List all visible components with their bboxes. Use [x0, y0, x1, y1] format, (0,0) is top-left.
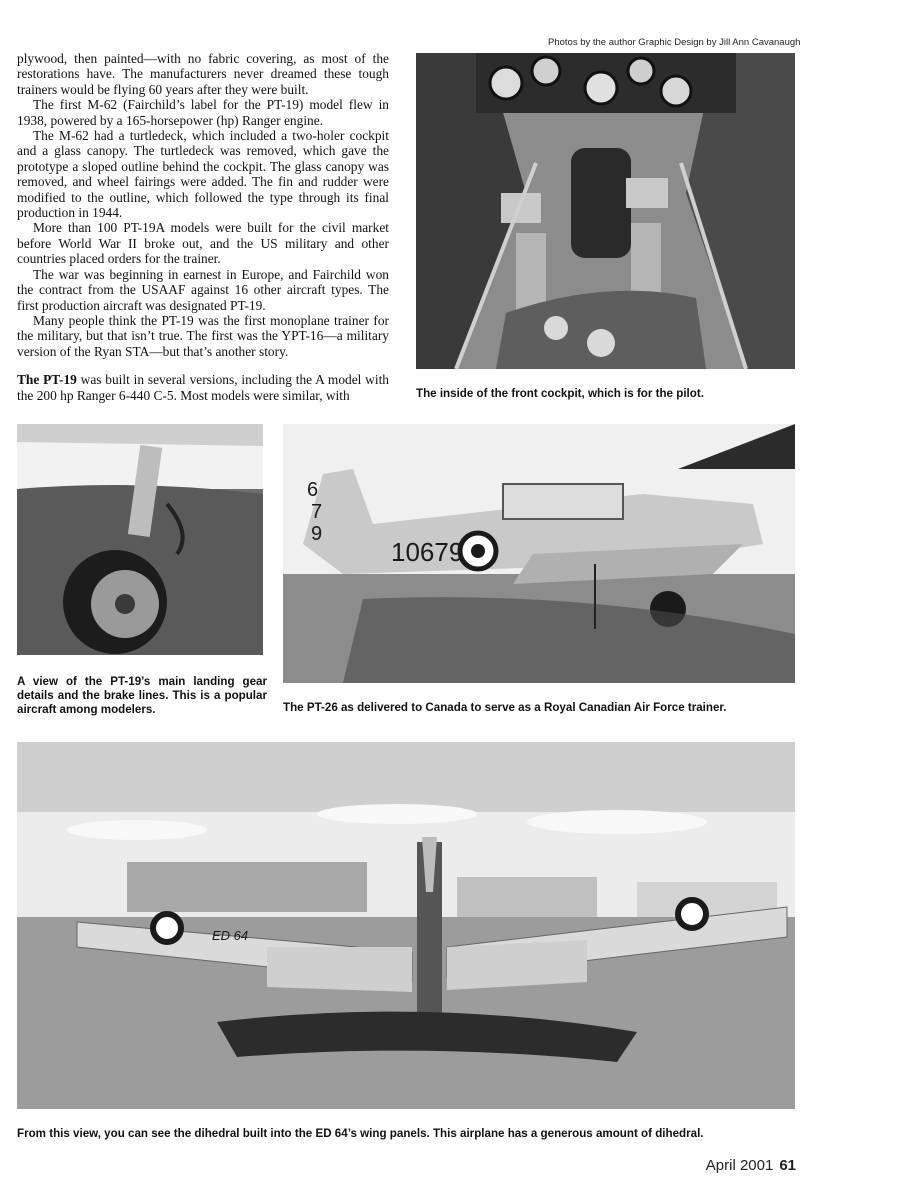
ed64-caption: From this view, you can see the dihedral built into the ED 64’s wing panels. This airplane has a generous amount of dihedral.	[17, 1127, 704, 1140]
pt26-fuselage-number: 10679	[391, 537, 464, 567]
landing-gear-caption: A view of the PT-19’s main landing gear details and the brake lines. This is a popular aircraft among modelers.	[17, 675, 267, 716]
page-number: 61	[779, 1157, 796, 1174]
photo-credits: Photos by the author Graphic Design by Jill Ann Cavanaugh	[548, 37, 801, 48]
pt26-tail-digit: 6	[307, 479, 319, 501]
issue-date: April 2001	[705, 1157, 774, 1174]
ed64-photo	[17, 742, 795, 1109]
paragraph: The M-62 had a turtledeck, which included a two-holer cockpit and a glass canopy. The turtledeck was removed, which gave the prototype a sloped outline behind the cockpit. The glass canopy was removed, and wheel fairings were added. The fin and rudder were modified to the outline, which followed the type through its final production in 1944.	[17, 128, 389, 221]
paragraph: plywood, then painted—with no fabric covering, as most of the restorations have. The manufacturers never dreamed these tough trainers would be flying 60 years after they were built.	[17, 51, 389, 97]
paragraph: More than 100 PT-19A models were built for the civil market before World War II broke out, and the US military and other countries placed orders for the trainer.	[17, 220, 389, 267]
pt26-photo	[283, 424, 795, 683]
paragraph: The first M-62 (Fairchild’s label for the PT-19) model flew in 1938, powered by a 165-horsepower (hp) Ranger engine.	[17, 97, 389, 128]
paragraph: Many people think the PT-19 was the first monoplane trainer for the military, but that isn’t true. The first was the YPT-16—a military version of the Ryan STA—but that’s another story.	[17, 312, 389, 359]
paragraph: The war was beginning in earnest in Europe, and Fairchild won the contract from the USAAF against 16 other aircraft types. The first production aircraft was designated PT-19.	[17, 266, 389, 313]
section-paragraph	[17, 372, 389, 403]
section-lead: The PT-19	[17, 372, 77, 388]
section-text: was built in several versions, including the A model with the 200 hp Ranger 6-440 C-5. Most models were similar, with	[17, 372, 389, 403]
landing-gear-photo	[17, 424, 263, 655]
page-footer	[640, 1157, 796, 1174]
pt26-tail-digit: 9	[311, 523, 323, 545]
cockpit-photo	[416, 53, 795, 369]
pt26-caption: The PT-26 as delivered to Canada to serve as a Royal Canadian Air Force trainer.	[283, 701, 727, 714]
pt26-tail-digit: 7	[311, 501, 323, 523]
cockpit-caption: The inside of the front cockpit, which is for the pilot.	[416, 387, 704, 400]
ed64-wing-marking: ED 64	[212, 928, 249, 943]
article-text	[17, 51, 389, 403]
